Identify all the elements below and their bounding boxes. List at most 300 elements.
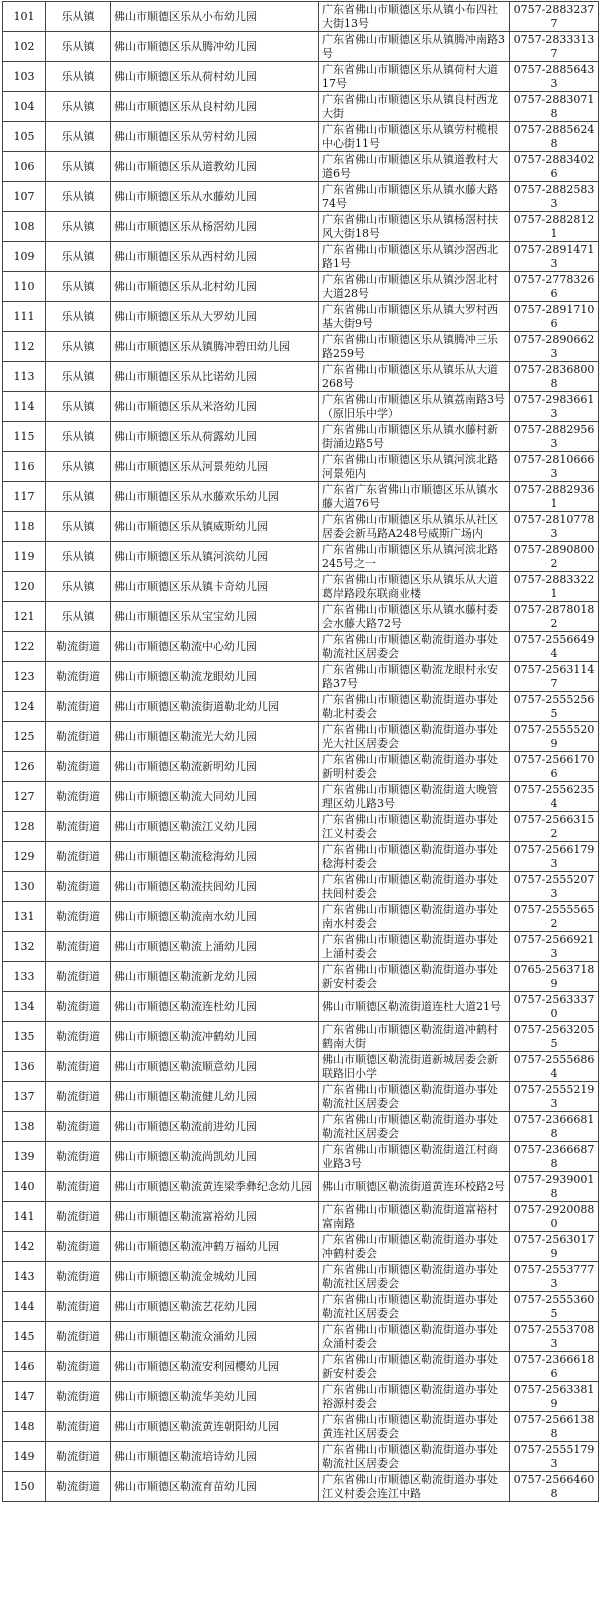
- table-row: [3, 1082, 599, 1112]
- phone-cell: 0765-25637189: [510, 962, 599, 992]
- row-number: 128: [3, 812, 46, 842]
- table-row: [3, 1352, 599, 1382]
- kindergarten-name-cell: 佛山市顺德区乐从水藤幼儿园: [111, 182, 319, 212]
- kindergarten-name-cell: 佛山市顺德区勒流艺花幼儿园: [111, 1292, 319, 1322]
- phone-cell: 0757-28780182: [510, 602, 599, 632]
- table-row: [3, 1322, 599, 1352]
- row-number: 131: [3, 902, 46, 932]
- town-cell: 乐从镇: [46, 272, 111, 302]
- row-number: 104: [3, 92, 46, 122]
- table-row: [3, 812, 599, 842]
- kindergarten-name-cell: 佛山市顺德区勒流上涌幼儿园: [111, 932, 319, 962]
- table-row: [3, 482, 599, 512]
- table-row: [3, 1172, 599, 1202]
- table-row: [3, 932, 599, 962]
- kindergarten-name-cell: 佛山市顺德区乐从宝宝幼儿园: [111, 602, 319, 632]
- phone-cell: 0757-28333137: [510, 32, 599, 62]
- town-cell: 勒流街道: [46, 752, 111, 782]
- table-row: [3, 2, 599, 32]
- town-cell: 勒流街道: [46, 1352, 111, 1382]
- address-cell: 广东省佛山市顺德区乐从镇腾冲三乐路259号: [319, 332, 510, 362]
- kindergarten-name-cell: 佛山市顺德区勒流黄连朝阳幼儿园: [111, 1412, 319, 1442]
- town-cell: 勒流街道: [46, 1442, 111, 1472]
- row-number: 147: [3, 1382, 46, 1412]
- town-cell: 乐从镇: [46, 362, 111, 392]
- row-number: 130: [3, 872, 46, 902]
- phone-cell: 0757-25631147: [510, 662, 599, 692]
- row-number: 124: [3, 692, 46, 722]
- town-cell: 乐从镇: [46, 32, 111, 62]
- table-row: [3, 1112, 599, 1142]
- address-cell: 广东省佛山市顺德区乐从镇乐从大道葛岸路段东联商业楼: [319, 572, 510, 602]
- row-number: 146: [3, 1352, 46, 1382]
- kindergarten-name-cell: 佛山市顺德区乐从杨滘幼儿园: [111, 212, 319, 242]
- row-number: 142: [3, 1232, 46, 1262]
- row-number: 140: [3, 1172, 46, 1202]
- table-row: [3, 752, 599, 782]
- table-row: [3, 1412, 599, 1442]
- table-row: [3, 962, 599, 992]
- address-cell: 广东省佛山市顺德区勒流街道办事处新明村委会: [319, 752, 510, 782]
- address-cell: 广东省佛山市顺德区勒流街道办事处光大社区居委会: [319, 722, 510, 752]
- kindergarten-name-cell: 佛山市顺德区勒流连杜幼儿园: [111, 992, 319, 1022]
- address-cell: 广东省佛山市顺德区乐从镇河滨北路245号之一: [319, 542, 510, 572]
- kindergarten-name-cell: 佛山市顺德区勒流安利园樱幼儿园: [111, 1352, 319, 1382]
- town-cell: 勒流街道: [46, 782, 111, 812]
- row-number: 120: [3, 572, 46, 602]
- phone-cell: 0757-29200880: [510, 1202, 599, 1232]
- phone-cell: 0757-25630179: [510, 1232, 599, 1262]
- table-row: [3, 392, 599, 422]
- phone-cell: 0757-25562354: [510, 782, 599, 812]
- kindergarten-name-cell: 佛山市顺德区勒流龙眼幼儿园: [111, 662, 319, 692]
- address-cell: 广东省佛山市顺德区勒流街道江村商业路3号: [319, 1142, 510, 1172]
- phone-cell: 0757-25663152: [510, 812, 599, 842]
- address-cell: 广东省佛山市顺德区勒流街道办事处江义村委会连江中路: [319, 1472, 510, 1502]
- kindergarten-name-cell: 佛山市顺德区乐从镇腾冲碧田幼儿园: [111, 332, 319, 362]
- town-cell: 勒流街道: [46, 692, 111, 722]
- phone-cell: 0757-25632055: [510, 1022, 599, 1052]
- kindergarten-name-cell: 佛山市顺德区勒流大同幼儿园: [111, 782, 319, 812]
- phone-cell: 0757-25551793: [510, 1442, 599, 1472]
- town-cell: 勒流街道: [46, 1322, 111, 1352]
- table-row: [3, 452, 599, 482]
- table-row: [3, 512, 599, 542]
- town-cell: 乐从镇: [46, 302, 111, 332]
- address-cell: 广东省佛山市顺德区勒流街道办事处黄连社区居委会: [319, 1412, 510, 1442]
- kindergarten-name-cell: 佛山市顺德区乐从小布幼儿园: [111, 2, 319, 32]
- table-row: [3, 62, 599, 92]
- table-row: [3, 422, 599, 452]
- town-cell: 勒流街道: [46, 1472, 111, 1502]
- town-cell: 勒流街道: [46, 1052, 111, 1082]
- town-cell: 勒流街道: [46, 1412, 111, 1442]
- address-cell: 广东省佛山市顺德区勒流街道办事处新安村委会: [319, 1352, 510, 1382]
- table-row: [3, 992, 599, 1022]
- kindergarten-name-cell: 佛山市顺德区乐从米洛幼儿园: [111, 392, 319, 422]
- row-number: 113: [3, 362, 46, 392]
- row-number: 103: [3, 62, 46, 92]
- town-cell: 勒流街道: [46, 722, 111, 752]
- address-cell: 广东省佛山市顺德区勒流街道办事处勒北村委会: [319, 692, 510, 722]
- row-number: 137: [3, 1082, 46, 1112]
- address-cell: 广东省佛山市顺德区勒流街道办事处勒流社区居委会: [319, 1082, 510, 1112]
- table-row: [3, 602, 599, 632]
- table-row: [3, 722, 599, 752]
- phone-cell: 0757-25633370: [510, 992, 599, 1022]
- town-cell: 乐从镇: [46, 212, 111, 242]
- address-cell: 广东省佛山市顺德区勒流街道办事处冲鹤村委会: [319, 1232, 510, 1262]
- kindergarten-name-cell: 佛山市顺德区乐从西村幼儿园: [111, 242, 319, 272]
- row-number: 143: [3, 1262, 46, 1292]
- kindergarten-name-cell: 佛山市顺德区乐从比诺幼儿园: [111, 362, 319, 392]
- row-number: 134: [3, 992, 46, 1022]
- phone-cell: 0757-25669213: [510, 932, 599, 962]
- table-row: [3, 242, 599, 272]
- kindergarten-name-cell: 佛山市顺德区勒流冲鹤幼儿园: [111, 1022, 319, 1052]
- address-cell: 广东省佛山市顺德区勒流街道办事处江义村委会: [319, 812, 510, 842]
- phone-cell: 0757-28914713: [510, 242, 599, 272]
- row-number: 108: [3, 212, 46, 242]
- town-cell: 乐从镇: [46, 602, 111, 632]
- address-cell: 广东省佛山市顺德区勒流街道办事处勒流社区居委会: [319, 1442, 510, 1472]
- town-cell: 勒流街道: [46, 662, 111, 692]
- town-cell: 乐从镇: [46, 512, 111, 542]
- kindergarten-name-cell: 佛山市顺德区勒流黄连梁季彝纪念幼儿园: [111, 1172, 319, 1202]
- town-cell: 勒流街道: [46, 1292, 111, 1322]
- phone-cell: 0757-23666878: [510, 1142, 599, 1172]
- row-number: 110: [3, 272, 46, 302]
- kindergarten-name-cell: 佛山市顺德区勒流众涌幼儿园: [111, 1322, 319, 1352]
- phone-cell: 0757-25664608: [510, 1472, 599, 1502]
- row-number: 117: [3, 482, 46, 512]
- table-body: [3, 2, 599, 1502]
- row-number: 121: [3, 602, 46, 632]
- phone-cell: 0757-25537083: [510, 1322, 599, 1352]
- row-number: 116: [3, 452, 46, 482]
- town-cell: 勒流街道: [46, 812, 111, 842]
- table-row: [3, 1472, 599, 1502]
- address-cell: 广东省佛山市顺德区乐从镇大罗村西基大街9号: [319, 302, 510, 332]
- kindergarten-name-cell: 佛山市顺德区乐从良村幼儿园: [111, 92, 319, 122]
- address-cell: 广东省佛山市顺德区乐从镇乐从大道268号: [319, 362, 510, 392]
- row-number: 127: [3, 782, 46, 812]
- row-number: 135: [3, 1022, 46, 1052]
- row-number: 105: [3, 122, 46, 152]
- kindergarten-name-cell: 佛山市顺德区乐从河景苑幼儿园: [111, 452, 319, 482]
- table-row: [3, 632, 599, 662]
- town-cell: 乐从镇: [46, 452, 111, 482]
- address-cell: 广东省佛山市顺德区乐从镇河滨北路河景苑内: [319, 452, 510, 482]
- phone-cell: 0757-25555652: [510, 902, 599, 932]
- phone-cell: 0757-28908002: [510, 542, 599, 572]
- address-cell: 佛山市顺德区勒流街道黄连环校路2号: [319, 1172, 510, 1202]
- town-cell: 乐从镇: [46, 482, 111, 512]
- table-row: [3, 1022, 599, 1052]
- address-cell: 广东省佛山市顺德区乐从镇沙滘北村大道28号: [319, 272, 510, 302]
- kindergarten-name-cell: 佛山市顺德区勒流江义幼儿园: [111, 812, 319, 842]
- address-cell: 广东省佛山市顺德区勒流街道办事处上涌村委会: [319, 932, 510, 962]
- address-cell: 广东省佛山市顺德区乐从镇良村西龙大街: [319, 92, 510, 122]
- kindergarten-name-cell: 佛山市顺德区勒流尚凯幼儿园: [111, 1142, 319, 1172]
- phone-cell: 0757-28906623: [510, 332, 599, 362]
- table-row: [3, 902, 599, 932]
- kindergarten-name-cell: 佛山市顺德区勒流稔海幼儿园: [111, 842, 319, 872]
- kindergarten-name-cell: 佛山市顺德区乐从镇卡奇幼儿园: [111, 572, 319, 602]
- row-number: 141: [3, 1202, 46, 1232]
- phone-cell: 0757-25552565: [510, 692, 599, 722]
- kindergarten-name-cell: 佛山市顺德区勒流中心幼儿园: [111, 632, 319, 662]
- row-number: 109: [3, 242, 46, 272]
- table-row: [3, 272, 599, 302]
- town-cell: 勒流街道: [46, 1112, 111, 1142]
- phone-cell: 0757-25566494: [510, 632, 599, 662]
- town-cell: 勒流街道: [46, 632, 111, 662]
- table-row: [3, 122, 599, 152]
- phone-cell: 0757-25556864: [510, 1052, 599, 1082]
- phone-cell: 0757-25661706: [510, 752, 599, 782]
- address-cell: 广东省佛山市顺德区勒流街道办事处稔海村委会: [319, 842, 510, 872]
- kindergarten-name-cell: 佛山市顺德区勒流顺意幼儿园: [111, 1052, 319, 1082]
- phone-cell: 0757-23666186: [510, 1352, 599, 1382]
- table-row: [3, 362, 599, 392]
- address-cell: 佛山市顺德区勒流街道新城居委会新联路旧小学: [319, 1052, 510, 1082]
- row-number: 123: [3, 662, 46, 692]
- table-row: [3, 32, 599, 62]
- town-cell: 勒流街道: [46, 872, 111, 902]
- town-cell: 勒流街道: [46, 992, 111, 1022]
- row-number: 111: [3, 302, 46, 332]
- row-number: 101: [3, 2, 46, 32]
- phone-cell: 0757-28832377: [510, 2, 599, 32]
- phone-cell: 0757-25661388: [510, 1412, 599, 1442]
- phone-cell: 0757-28368008: [510, 362, 599, 392]
- phone-cell: 0757-29390018: [510, 1172, 599, 1202]
- address-cell: 广东省佛山市顺德区勒流街道大晚管理区幼儿路3号: [319, 782, 510, 812]
- table-row: [3, 842, 599, 872]
- phone-cell: 0757-25555209: [510, 722, 599, 752]
- row-number: 133: [3, 962, 46, 992]
- row-number: 112: [3, 332, 46, 362]
- phone-cell: 0757-25552193: [510, 1082, 599, 1112]
- row-number: 119: [3, 542, 46, 572]
- phone-cell: 0757-25553605: [510, 1292, 599, 1322]
- phone-cell: 0757-25633819: [510, 1382, 599, 1412]
- town-cell: 乐从镇: [46, 542, 111, 572]
- phone-cell: 0757-28830718: [510, 92, 599, 122]
- town-cell: 勒流街道: [46, 1022, 111, 1052]
- town-cell: 勒流街道: [46, 1382, 111, 1412]
- table-row: [3, 1202, 599, 1232]
- kindergarten-name-cell: 佛山市顺德区勒流街道勒北幼儿园: [111, 692, 319, 722]
- phone-cell: 0757-28917106: [510, 302, 599, 332]
- kindergarten-name-cell: 佛山市顺德区勒流新明幼儿园: [111, 752, 319, 782]
- address-cell: 广东省佛山市顺德区勒流街道办事处新安村委会: [319, 962, 510, 992]
- table-row: [3, 1262, 599, 1292]
- table-row: [3, 332, 599, 362]
- row-number: 115: [3, 422, 46, 452]
- address-cell: 广东省佛山市顺德区乐从镇道教村大道6号: [319, 152, 510, 182]
- town-cell: 勒流街道: [46, 962, 111, 992]
- town-cell: 勒流街道: [46, 1172, 111, 1202]
- address-cell: 广东省佛山市顺德区勒流街道办事处勒流社区居委会: [319, 1292, 510, 1322]
- address-cell: 广东省佛山市顺德区勒流街道办事处勒流社区居委会: [319, 1112, 510, 1142]
- kindergarten-name-cell: 佛山市顺德区勒流南水幼儿园: [111, 902, 319, 932]
- row-number: 122: [3, 632, 46, 662]
- kindergarten-name-cell: 佛山市顺德区勒流新龙幼儿园: [111, 962, 319, 992]
- row-number: 145: [3, 1322, 46, 1352]
- town-cell: 勒流街道: [46, 1232, 111, 1262]
- town-cell: 乐从镇: [46, 182, 111, 212]
- table-row: [3, 542, 599, 572]
- table-row: [3, 182, 599, 212]
- town-cell: 勒流街道: [46, 932, 111, 962]
- kindergarten-name-cell: 佛山市顺德区乐从荷露幼儿园: [111, 422, 319, 452]
- address-cell: 广东省佛山市顺德区乐从镇腾冲南路3号: [319, 32, 510, 62]
- row-number: 114: [3, 392, 46, 422]
- address-cell: 广东省佛山市顺德区乐从镇水藤村新街涌边路5号: [319, 422, 510, 452]
- town-cell: 勒流街道: [46, 1262, 111, 1292]
- town-cell: 勒流街道: [46, 842, 111, 872]
- row-number: 150: [3, 1472, 46, 1502]
- row-number: 149: [3, 1442, 46, 1472]
- town-cell: 勒流街道: [46, 1082, 111, 1112]
- kindergarten-name-cell: 佛山市顺德区乐从荷村幼儿园: [111, 62, 319, 92]
- address-cell: 广东省佛山市顺德区勒流街道办事处勒流社区居委会: [319, 1262, 510, 1292]
- phone-cell: 0757-28106663: [510, 452, 599, 482]
- row-number: 129: [3, 842, 46, 872]
- table-row: [3, 1442, 599, 1472]
- table-row: [3, 872, 599, 902]
- phone-cell: 0757-28856248: [510, 122, 599, 152]
- kindergarten-name-cell: 佛山市顺德区勒流前进幼儿园: [111, 1112, 319, 1142]
- row-number: 144: [3, 1292, 46, 1322]
- table-row: [3, 1382, 599, 1412]
- phone-cell: 0757-25537773: [510, 1262, 599, 1292]
- address-cell: 广东省佛山市顺德区乐从镇乐从社区居委会新马路A248号威斯广场内: [319, 512, 510, 542]
- kindergarten-table: [2, 1, 599, 1502]
- phone-cell: 0757-25552073: [510, 872, 599, 902]
- row-number: 148: [3, 1412, 46, 1442]
- row-number: 139: [3, 1142, 46, 1172]
- kindergarten-name-cell: 佛山市顺德区乐从大罗幼儿园: [111, 302, 319, 332]
- kindergarten-name-cell: 佛山市顺德区乐从劳村幼儿园: [111, 122, 319, 152]
- kindergarten-name-cell: 佛山市顺德区勒流金城幼儿园: [111, 1262, 319, 1292]
- town-cell: 乐从镇: [46, 242, 111, 272]
- town-cell: 乐从镇: [46, 122, 111, 152]
- address-cell: 广东省佛山市顺德区乐从镇荷村大道17号: [319, 62, 510, 92]
- phone-cell: 0757-25661793: [510, 842, 599, 872]
- kindergarten-name-cell: 佛山市顺德区勒流光大幼儿园: [111, 722, 319, 752]
- address-cell: 广东省佛山市顺德区勒流街道办事处众涌村委会: [319, 1322, 510, 1352]
- address-cell: 广东省佛山市顺德区勒流龙眼村永安路37号: [319, 662, 510, 692]
- row-number: 107: [3, 182, 46, 212]
- phone-cell: 0757-28825833: [510, 182, 599, 212]
- kindergarten-name-cell: 佛山市顺德区勒流培诗幼儿园: [111, 1442, 319, 1472]
- town-cell: 乐从镇: [46, 332, 111, 362]
- town-cell: 乐从镇: [46, 62, 111, 92]
- kindergarten-name-cell: 佛山市顺德区勒流富裕幼儿园: [111, 1202, 319, 1232]
- address-cell: 广东省佛山市顺德区乐从镇沙滘西北路1号: [319, 242, 510, 272]
- kindergarten-name-cell: 佛山市顺德区勒流育苗幼儿园: [111, 1472, 319, 1502]
- town-cell: 勒流街道: [46, 902, 111, 932]
- row-number: 125: [3, 722, 46, 752]
- address-cell: 广东省佛山市顺德区勒流街道办事处南水村委会: [319, 902, 510, 932]
- row-number: 118: [3, 512, 46, 542]
- row-number: 126: [3, 752, 46, 782]
- phone-cell: 0757-28107783: [510, 512, 599, 542]
- table-row: [3, 1232, 599, 1262]
- town-cell: 勒流街道: [46, 1142, 111, 1172]
- kindergarten-name-cell: 佛山市顺德区乐从镇威斯幼儿园: [111, 512, 319, 542]
- table-row: [3, 662, 599, 692]
- table-row: [3, 1052, 599, 1082]
- address-cell: 广东省佛山市顺德区乐从镇荔南路3号（原旧乐中学）: [319, 392, 510, 422]
- address-cell: 广东省佛山市顺德区勒流街道办事处扶闾村委会: [319, 872, 510, 902]
- kindergarten-name-cell: 佛山市顺德区乐从镇河滨幼儿园: [111, 542, 319, 572]
- address-cell: 广东省佛山市顺德区乐从镇水藤大路74号: [319, 182, 510, 212]
- table-row: [3, 302, 599, 332]
- phone-cell: 0757-28828121: [510, 212, 599, 242]
- kindergarten-name-cell: 佛山市顺德区勒流华美幼儿园: [111, 1382, 319, 1412]
- table-row: [3, 152, 599, 182]
- table-row: [3, 212, 599, 242]
- town-cell: 乐从镇: [46, 392, 111, 422]
- phone-cell: 0757-28856433: [510, 62, 599, 92]
- address-cell: 佛山市顺德区勒流街道连杜大道21号: [319, 992, 510, 1022]
- kindergarten-name-cell: 佛山市顺德区乐从道教幼儿园: [111, 152, 319, 182]
- row-number: 138: [3, 1112, 46, 1142]
- town-cell: 乐从镇: [46, 152, 111, 182]
- address-cell: 广东省佛山市顺德区勒流街道冲鹤村鹤南大街: [319, 1022, 510, 1052]
- table-row: [3, 782, 599, 812]
- address-cell: 广东省佛山市顺德区勒流街道办事处裕源村委会: [319, 1382, 510, 1412]
- phone-cell: 0757-28829563: [510, 422, 599, 452]
- address-cell: 广东省佛山市顺德区乐从镇水藤村委会水藤大路72号: [319, 602, 510, 632]
- address-cell: 广东省广东省佛山市顺德区乐从镇水藤大道76号: [319, 482, 510, 512]
- row-number: 106: [3, 152, 46, 182]
- row-number: 132: [3, 932, 46, 962]
- phone-cell: 0757-28829361: [510, 482, 599, 512]
- address-cell: 广东省佛山市顺德区勒流街道富裕村富南路: [319, 1202, 510, 1232]
- table-row: [3, 1142, 599, 1172]
- row-number: 102: [3, 32, 46, 62]
- phone-cell: 0757-27783266: [510, 272, 599, 302]
- town-cell: 乐从镇: [46, 2, 111, 32]
- row-number: 136: [3, 1052, 46, 1082]
- address-cell: 广东省佛山市顺德区乐从镇劳村榄根中心街11号: [319, 122, 510, 152]
- kindergarten-name-cell: 佛山市顺德区乐从北村幼儿园: [111, 272, 319, 302]
- kindergarten-name-cell: 佛山市顺德区勒流扶闾幼儿园: [111, 872, 319, 902]
- kindergarten-name-cell: 佛山市顺德区乐从腾冲幼儿园: [111, 32, 319, 62]
- table-row: [3, 692, 599, 722]
- kindergarten-name-cell: 佛山市顺德区勒流冲鹤万福幼儿园: [111, 1232, 319, 1262]
- town-cell: 乐从镇: [46, 572, 111, 602]
- phone-cell: 0757-28834026: [510, 152, 599, 182]
- town-cell: 乐从镇: [46, 422, 111, 452]
- town-cell: 勒流街道: [46, 1202, 111, 1232]
- address-cell: 广东省佛山市顺德区乐从镇杨滘村扶风大街18号: [319, 212, 510, 242]
- town-cell: 乐从镇: [46, 92, 111, 122]
- kindergarten-name-cell: 佛山市顺德区乐从水藤欢乐幼儿园: [111, 482, 319, 512]
- kindergarten-name-cell: 佛山市顺德区勒流健儿幼儿园: [111, 1082, 319, 1112]
- phone-cell: 0757-29836613: [510, 392, 599, 422]
- table-row: [3, 1292, 599, 1322]
- table-row: [3, 92, 599, 122]
- address-cell: 广东省佛山市顺德区勒流街道办事处勒流社区居委会: [319, 632, 510, 662]
- phone-cell: 0757-28833221: [510, 572, 599, 602]
- phone-cell: 0757-23666818: [510, 1112, 599, 1142]
